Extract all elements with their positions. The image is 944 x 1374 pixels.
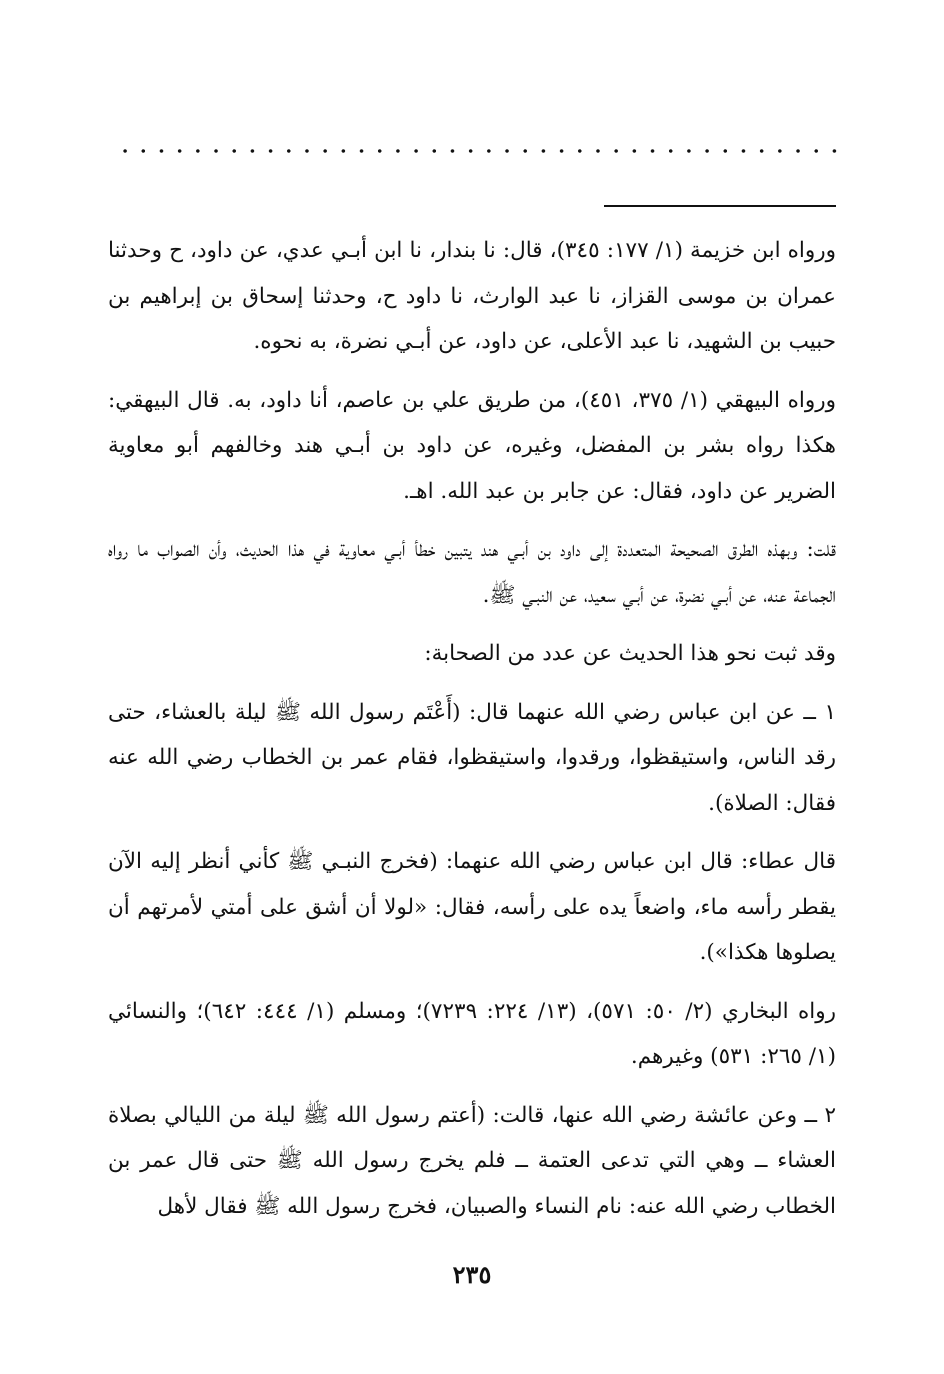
paragraph-aishah-hadith: ٢ ــ وعن عائشة رضي الله عنها، قالت: (أعتم رسول الله ﷺ ليلة من الليالي بصلاة العشاء ــ وهي التي تدعى العتمة ــ فلم يخرج رسول الله ﷺ حتى قال عمر بن الخطاب رضي الله عنه: نام النساء والصبيان، فخرج رسول الله ﷺ فقال لأهل [108, 1102, 836, 1219]
footnote-text [108, 228, 836, 1242]
paragraph-takhrij: رواه البخاري (٢/ ٥٠: ٥٧١)، (١٣/ ٢٢٤: ٧٢٣٩)؛ ومسلم (١/ ٤٤٤: ٦٤٢)؛ والنسائي (١/ ٢٦٥: ٥٣١) وغيرهم. [108, 998, 837, 1069]
paragraph-sahabah-intro: وقد ثبت نحو هذا الحديث عن عدد من الصحابة: [424, 641, 836, 666]
footnote-rule [604, 205, 836, 207]
page-number: ٢٣٥ [452, 1260, 492, 1289]
paragraph-qultu: قلت: وبهذه الطرق الصحيحة المتعددة إلى داود بن أبـي هند يتبين خطأ أبـي معاوية في هذا الحديث، وأن الصواب ما رواه الجماعة عنه، عن أبـي نضرة، عن أبـي سعيد، عن النبـي ﷺ. [108, 537, 836, 608]
paragraph-ata: قال عطاء: قال ابن عباس رضي الله عنهما: (فخرج النبـي ﷺ كأني أنظر إليه الآن يقطر رأسه ماء، واضعاً يده على رأسه، فقال: «لولا أن أشق على أمتي لأمرتهم أن يصلوها هكذا»). [108, 849, 836, 965]
paragraph-ibn-abbas-hadith: ١ ــ عن ابن عباس رضي الله عنهما قال: (أَعْتَم رسول الله ﷺ ليلة بالعشاء، حتى رقد الناس، واستيقظوا، ورقدوا، واستيقظوا، فقام عمر بن الخطاب رضي الله عنه فقال: الصلاة). [108, 699, 836, 816]
paragraph-bayhaqi: ورواه البيهقي (١/ ٣٧٥، ٤٥١)، من طريق علي بن عاصم، أنا داود، به. قال البيهقي: هكذا رواه بشر بن المفضل، وغيره، عن داود بن أبـي هند وخالفهم أبو معاوية الضرير عن داود، فقال: عن جابر بن عبد الله. اهـ. [108, 387, 836, 504]
dotted-separator [116, 146, 838, 156]
paragraph-ibn-khuzaymah: ورواه ابن خزيمة (١/ ١٧٧: ٣٤٥)، قال: نا بندار، نا ابن أبـي عدي، عن داود، ح وحدثنا عمران بن موسى القزاز، نا عبد الوارث، نا داود ح، وحدثنا إسحاق بن إبراهيم بن حبيب بن الشهيد، نا عبد الأعلى، عن داود، عن أبـي نضرة، به نحوه. [108, 238, 837, 354]
